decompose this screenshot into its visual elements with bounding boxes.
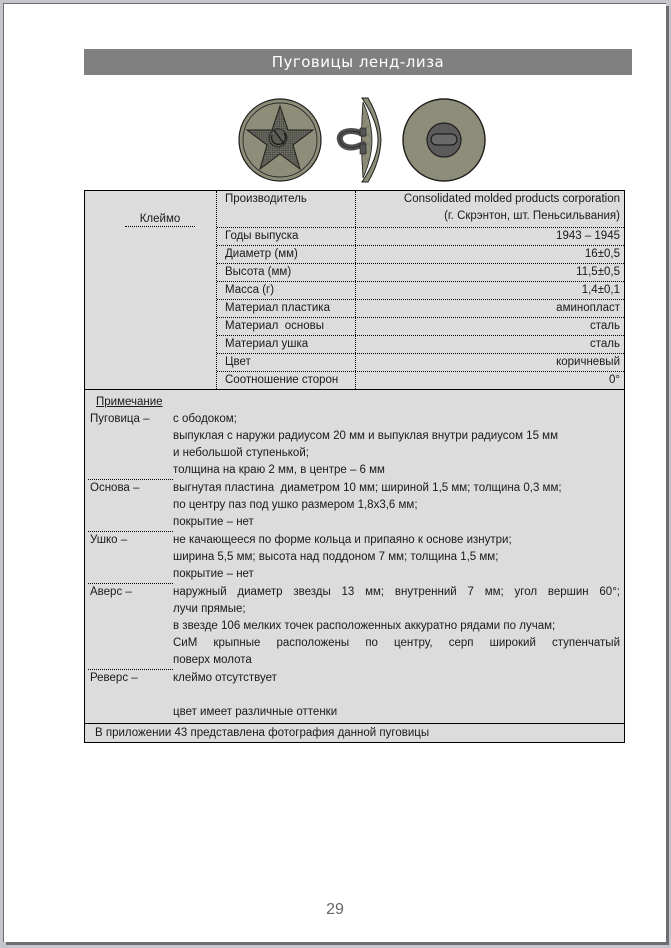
button-illustration [232,92,492,188]
note-line: по центру паз под ушко размером 1,8х3,6 мм; [173,499,418,511]
property-row-shank-material [217,336,624,354]
note-line: не качающееся по форме кольца и припаяно к основе изнутри; [173,534,512,546]
document-page [3,3,666,942]
property-name: Диаметр (мм) [217,246,356,263]
note-line: наружный диаметр звезды 13 мм; внутренний 7 мм; угол вершин 60°; [173,586,620,598]
note-label: Реверс – [90,672,138,684]
spec-properties-section [85,191,624,390]
note-line: и небольшой ступенькой; [173,447,309,459]
spec-table [84,190,625,743]
property-row-years [217,228,624,246]
note-label: Основа – [90,482,140,494]
page-number: 29 [326,901,344,918]
property-value [356,191,624,227]
property-row-aspect-ratio [217,372,624,389]
note-label: Пуговица – [90,413,150,425]
property-name: Цвет [217,354,356,371]
property-name: Материал пластика [217,300,356,317]
property-value: 11,5±0,5 [576,266,620,278]
property-row-color [217,354,624,372]
note-line: выпуклая с наружи радиусом 20 мм и выпуклая внутри радиусом 15 мм [173,430,558,442]
note-line: цвет имеет различные оттенки [173,706,338,718]
property-row-base-material [217,318,624,336]
property-row-plastic-material [217,300,624,318]
property-row-height [217,264,624,282]
note-line [173,687,620,704]
property-name: Годы выпуска [217,228,356,245]
note-line: толщина на краю 2 мм, в центре – 6 мм [173,464,385,476]
notes-title: Примечание [96,396,163,408]
note-line: лучи прямые; [173,603,246,615]
property-name: Масса (г) [217,282,356,299]
property-list [216,191,624,389]
property-name: Высота (мм) [217,264,356,281]
note-label: Аверс – [90,586,132,598]
button-obverse-star-icon [239,99,321,181]
note-line: с ободоком; [173,413,237,425]
note-text [173,670,620,721]
property-row-diameter [217,246,624,264]
note-label: Ушко – [90,534,128,546]
property-value: аминопласт [556,302,620,314]
note-line: покрытие – нет [173,568,254,580]
property-value: 1943 – 1945 [556,230,620,242]
note-block-base [88,480,620,531]
button-side-shank-icon [340,98,381,182]
property-value: коричневый [556,356,620,368]
property-value: 16±0,5 [584,248,620,260]
property-value: сталь [590,320,620,332]
property-name: Производитель [217,191,356,227]
page-title: Пуговицы ленд-лиза [84,49,632,75]
property-value-line: (г. Скрэнтон, шт. Пеньсильвания) [444,210,620,222]
property-name: Соотношение сторон [217,372,356,389]
note-block-shank [88,532,620,583]
note-line: СиМ крыпные расположены по центру, серп широкий ступенчатый [173,637,620,649]
note-line: клеймо отсутствует [173,672,277,684]
note-line: покрытие – нет [173,516,254,528]
property-name: Материал ушка [217,336,356,353]
note-text [173,480,620,531]
appendix-reference: В приложении 43 представлена фотография данной пуговицы [85,723,624,742]
button-reverse-icon [403,99,485,181]
property-row-mass [217,282,624,300]
property-value-line: Consolidated molded products corporation [403,193,620,205]
note-line: ширина 5,5 мм; высота над поддоном 7 мм; толщина 1,5 мм; [173,551,499,563]
note-block-reverse [88,670,620,721]
note-line: выгнутая пластина диаметром 10 мм; шириной 1,5 мм; толщина 0,3 мм; [173,482,562,494]
mark-label: Клеймо [125,213,195,227]
note-block-button [88,411,620,479]
mark-column [85,191,216,389]
property-row-manufacturer [217,191,624,228]
note-line: в звезде 106 мелких точек расположенных аккуратно рядами по лучам; [173,620,556,632]
note-text [173,532,620,583]
note-line: поверх молота [173,654,252,666]
note-block-obverse [88,584,620,669]
property-name: Материал основы [217,318,356,335]
property-value: сталь [590,338,620,350]
property-value: 0° [609,374,620,386]
property-value: 1,4±0,1 [581,284,620,296]
note-text [173,584,620,669]
notes-section [85,390,624,723]
note-text [173,411,620,479]
